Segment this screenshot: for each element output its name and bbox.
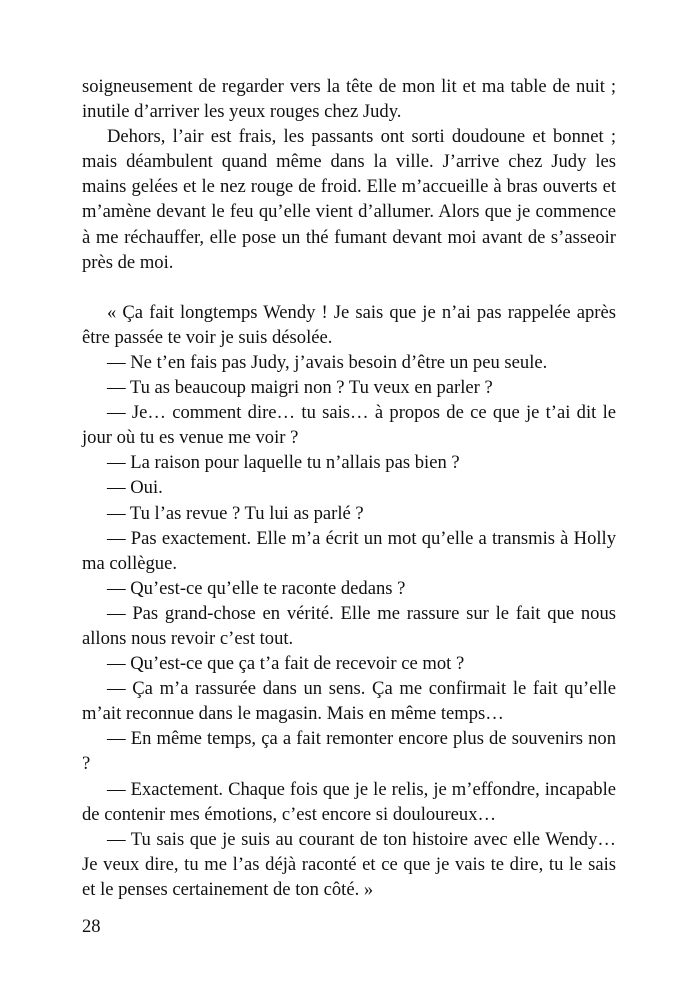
paragraph-continuation: soigneusement de regarder vers la tête de mon lit et ma table de nuit ; inutile d’arriver les yeux rouges chez Judy. — [82, 76, 616, 123]
body-text — [82, 74, 616, 902]
paragraph-narration: Dehors, l’air est frais, les passants ont sorti doudoune et bonnet ; mais déambulent quand même dans la ville. J’arrive chez Judy les mains gelées et le nez rouge de froid. Elle m’accueille à bras ouverts et m’amène devant le feu qu’elle vient d’allumer. Alors que je commence à me réchauffer, elle pose un thé fumant devant moi avant de s’asseoir près de moi. — [82, 126, 616, 273]
dialogue-line: — Ça m’a rassurée dans un sens. Ça me confirmait le fait qu’elle m’ait reconnue dans le magasin. Mais en même temps… — [82, 678, 616, 725]
dialogue-line: — En même temps, ça a fait remonter encore plus de souvenirs non ? — [82, 728, 616, 775]
dialogue-line: — Pas exactement. Elle m’a écrit un mot qu’elle a transmis à Holly ma collègue. — [82, 527, 616, 574]
dialogue-line: — Oui. — [107, 477, 163, 499]
dialogue-line: — Tu sais que je suis au courant de ton histoire avec elle Wendy… Je veux dire, tu me l’as déjà raconté et ce que je vais te dire, tu le sais et le penses certainement de ton côté. » — [82, 828, 616, 900]
dialogue-line: « Ça fait longtemps Wendy ! Je sais que je n’ai pas rappelée après être passée te voir je suis désolée. — [82, 301, 616, 348]
dialogue-line: — Qu’est-ce que ça t’a fait de recevoir ce mot ? — [107, 653, 465, 675]
dialogue-line: — Je… comment dire… tu sais… à propos de ce que je t’ai dit le jour où tu es venue me voir ? — [82, 402, 616, 449]
page-number: 28 — [82, 916, 101, 937]
dialogue-line: — La raison pour laquelle tu n’allais pas bien ? — [107, 452, 460, 474]
dialogue-line: — Exactement. Chaque fois que je le relis, je m’effondre, incapable de contenir mes émotions, c’est encore si douloureux… — [82, 778, 616, 825]
dialogue-line: — Ne t’en fais pas Judy, j’avais besoin d’être un peu seule. — [107, 351, 548, 373]
dialogue-line: — Pas grand-chose en vérité. Elle me rassure sur le fait que nous allons nous revoir c’est tout. — [82, 602, 616, 649]
dialogue-line: — Qu’est-ce qu’elle te raconte dedans ? — [107, 577, 406, 599]
dialogue-line: — Tu as beaucoup maigri non ? Tu veux en parler ? — [107, 377, 493, 399]
dialogue-line: — Tu l’as revue ? Tu lui as parlé ? — [107, 502, 364, 524]
